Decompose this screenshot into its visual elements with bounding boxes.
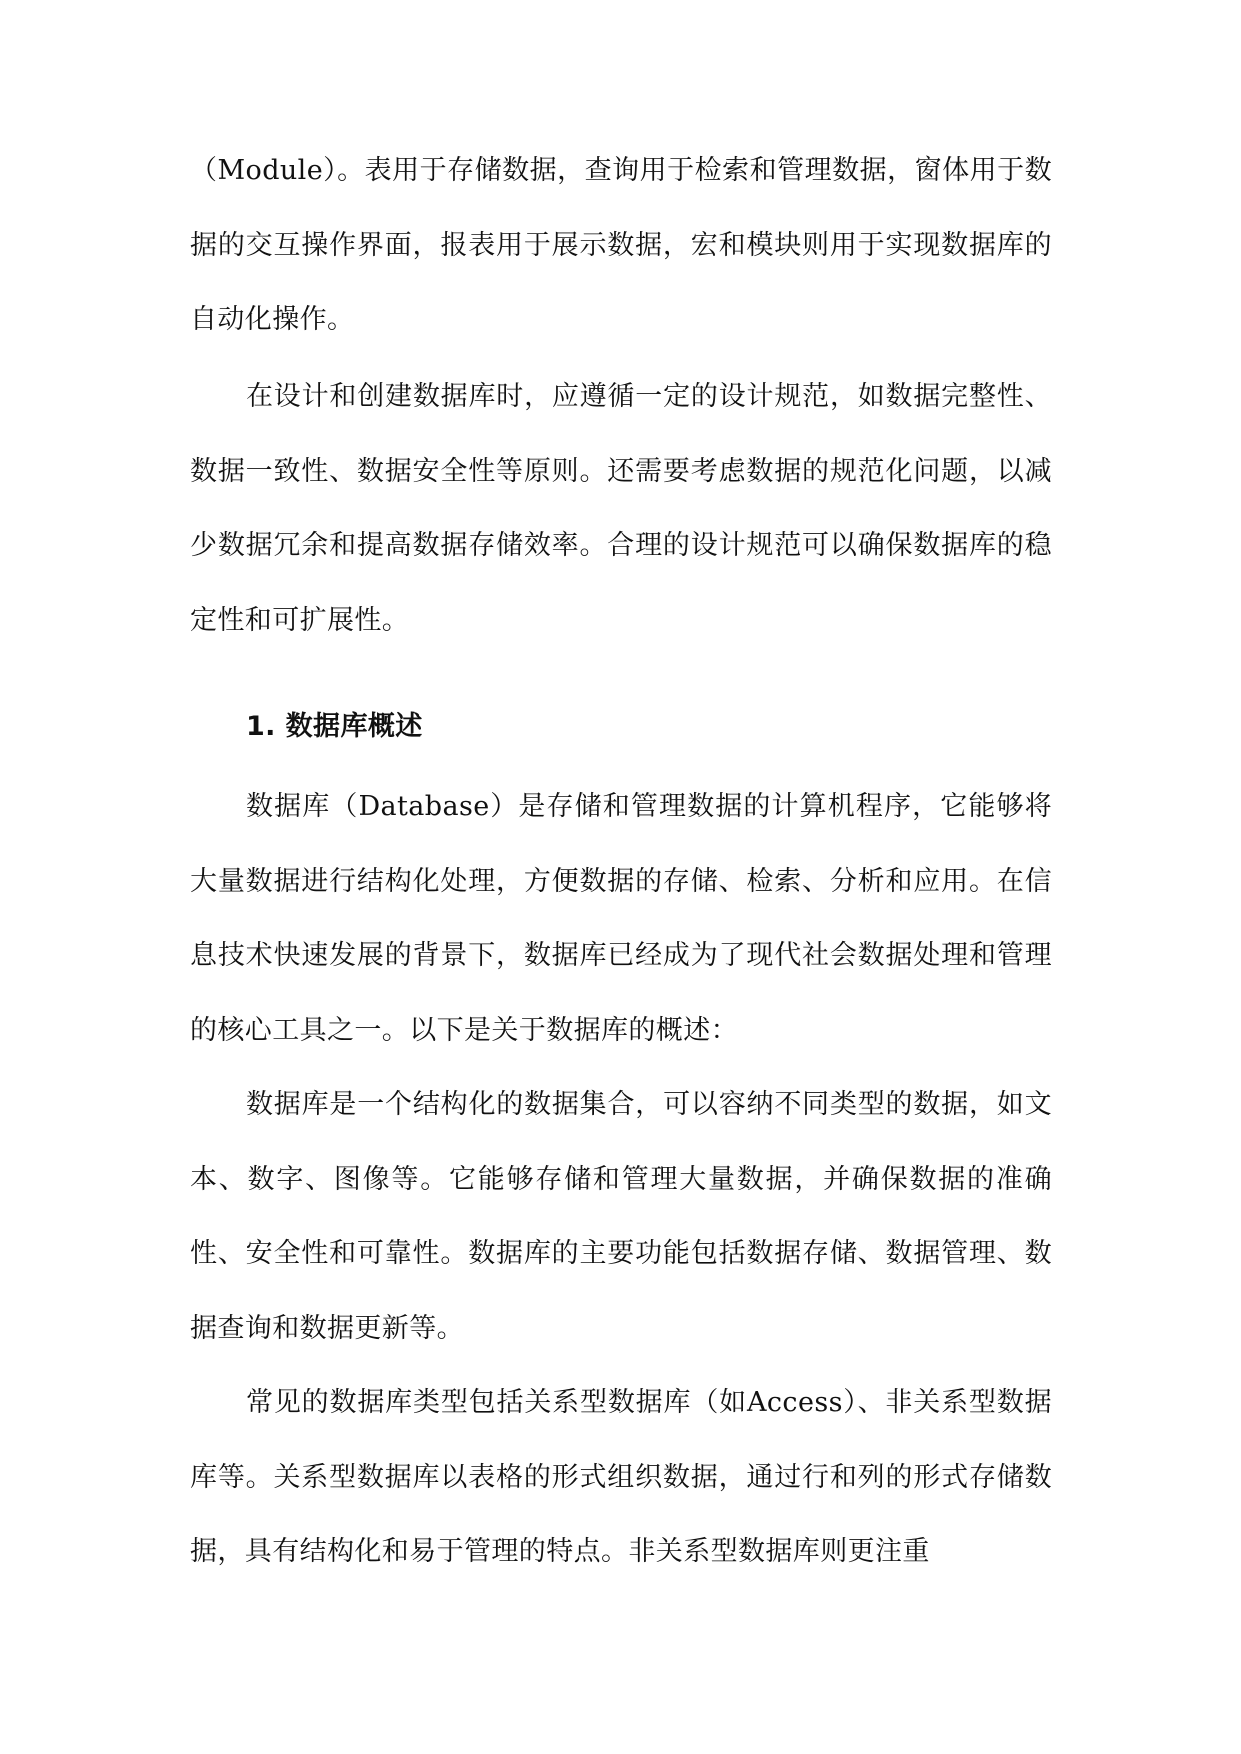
continued-paragraph-block: [190, 134, 1052, 358]
paragraph-database-types: 常见的数据库类型包括关系型数据库（如Access）、非关系型数据库等。关系型数据库以表格的形式组织数据，通过行和列的形式存储数据，具有结构化和易于管理的特点。非关系型数据库则更注重: [190, 1387, 1052, 1567]
paragraph-database-definition: 数据库（Database）是存储和管理数据的计算机程序，它能够将大量数据进行结构化处理，方便数据的存储、检索、分析和应用。在信息技术快速发展的背景下，数据库已经成为了现代社会数据处理和管理的核心工具之一。以下是关于数据库的概述：: [190, 791, 1052, 1046]
design-paragraph-block: [190, 360, 1052, 658]
paragraph-access-objects: （Module）。表用于存储数据，查询用于检索和管理数据，窗体用于数据的交互操作界面，报表用于展示数据，宏和模块则用于实现数据库的自动化操作。: [190, 155, 1052, 335]
section-heading: 1. 数据库概述: [246, 711, 423, 742]
paragraph-database-features: 数据库是一个结构化的数据集合，可以容纳不同类型的数据，如文本、数字、图像等。它能够存储和管理大量数据，并确保数据的准确性、安全性和可靠性。数据库的主要功能包括数据存储、数据管理、数据查询和数据更新等。: [190, 1089, 1052, 1344]
section-body: [190, 770, 1052, 1590]
paragraph-design-standards: 在设计和创建数据库时，应遵循一定的设计规范，如数据完整性、数据一致性、数据安全性等原则。还需要考虑数据的规范化问题，以减少数据冗余和提高数据存储效率。合理的设计规范可以确保数据库的稳定性和可扩展性。: [190, 381, 1052, 636]
